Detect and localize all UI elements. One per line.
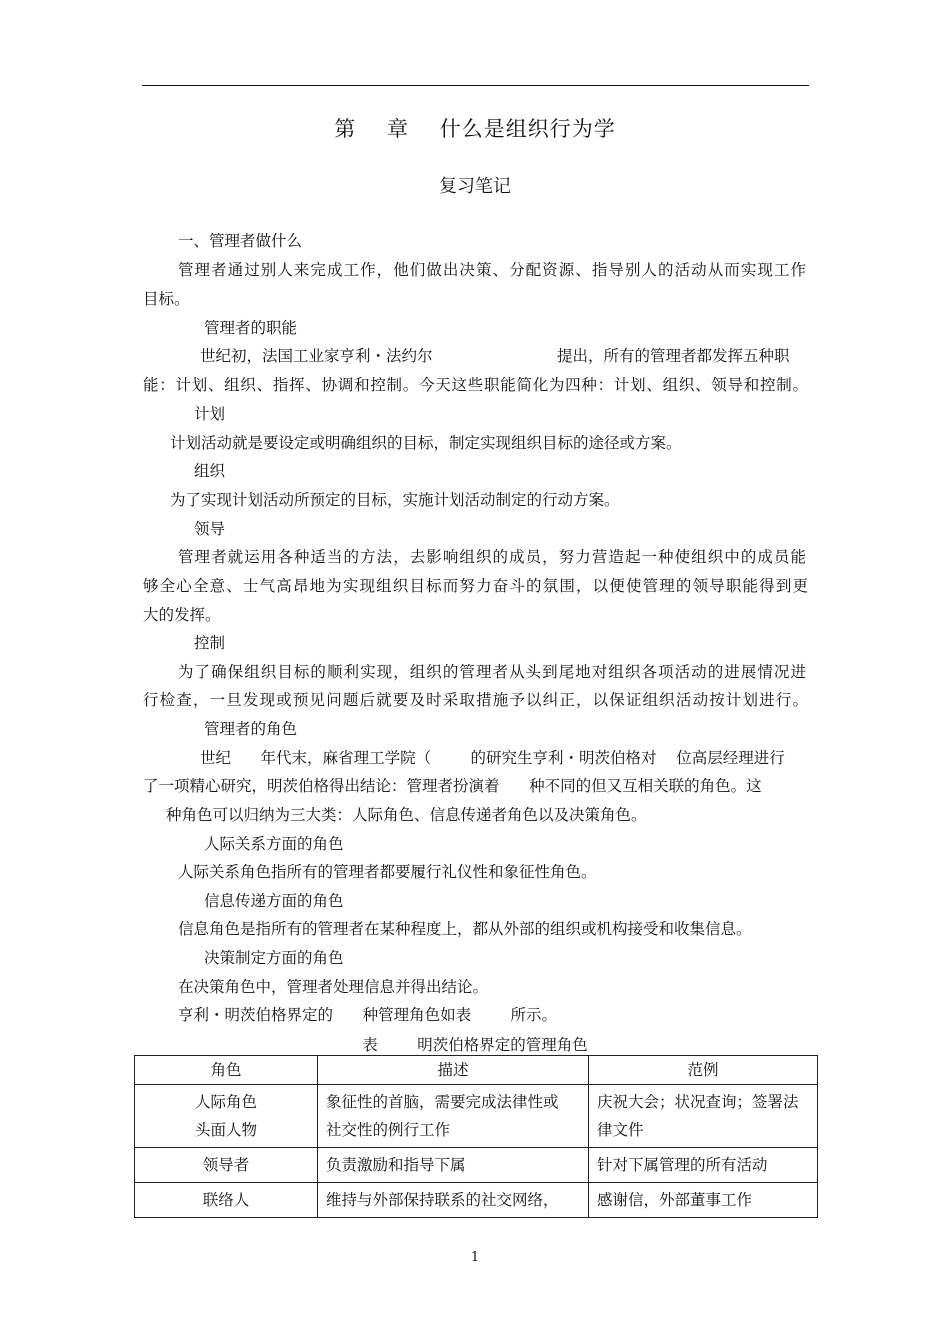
description-cell: 负责激励和指导下属 (318, 1148, 589, 1183)
paragraph-line: 在决策角色中，管理者处理信息并得出结论。 (178, 978, 489, 996)
paragraph-line: 目标。 (143, 290, 190, 308)
cell-text: 庆祝大会；状况查询；签署法 (597, 1093, 799, 1111)
section-subtitle: 复习笔记 (439, 176, 511, 197)
paragraph-line: 能：计划、组织、指挥、协调和控制。今天这些职能简化为四种：计划、组织、领导和控制。 (143, 376, 808, 394)
role-cell (135, 1085, 318, 1148)
paragraph-line: 管理者就运用各种适当的方法，去影响组织的成员，努力营造起一种使组织中的成员能 (178, 548, 806, 566)
plan-heading: 计划 (194, 405, 226, 423)
paragraph-line: 为了确保组织目标的顺利实现，组织的管理者从头到尾地对组织各项活动的进展情况进 (178, 663, 806, 681)
paragraph-line: 世纪 年代末，麻省理工学院（ 的研究生亨利・明茨伯格对 位高层经理进行 (200, 749, 785, 767)
cell-text: 象征性的首脑，需要完成法律性或 (326, 1093, 559, 1111)
example-cell: 针对下属管理的所有活动 (589, 1148, 818, 1183)
paragraph-line: 信息角色是指所有的管理者在某种程度上，都从外部的组织或机构接受和收集信息。 (178, 920, 752, 938)
lead-heading: 领导 (194, 520, 226, 538)
functions-heading: 管理者的职能 (204, 319, 298, 337)
org-heading: 组织 (194, 462, 226, 480)
table-row (135, 1148, 818, 1183)
column-header: 描述 (318, 1056, 589, 1085)
chapter-title: 第 章 什么是组织行为学 (334, 117, 616, 141)
decision-heading: 决策制定方面的角色 (204, 949, 344, 967)
example-cell: 感谢信，外部董事工作 (589, 1183, 818, 1218)
example-cell (589, 1085, 818, 1148)
header-rule (142, 85, 809, 86)
paragraph-line: 人际关系角色指所有的管理者都要履行礼仪性和象征性角色。 (178, 863, 597, 881)
cell-text: 社交性的例行工作 (326, 1121, 451, 1139)
column-header: 范例 (589, 1056, 818, 1085)
cell-text: 人际角色 (194, 1093, 257, 1111)
paragraph-line: 了一项精心研究，明茨伯格得出结论：管理者扮演着 种不同的但又互相关联的角色。这 (143, 777, 762, 795)
role-cell: 领导者 (135, 1148, 318, 1183)
paragraph-line: 够全心全意、士气高昂地为实现组织目标而努力奋斗的氛围，以便使管理的领导职能得到更 (143, 577, 808, 595)
control-heading: 控制 (194, 634, 226, 652)
info-heading: 信息传递方面的角色 (204, 892, 344, 910)
cell-text: 头面人物 (194, 1121, 257, 1139)
cell-text: 律文件 (597, 1121, 644, 1139)
paragraph-line: 管理者通过别人来完成工作，他们做出决策、分配资源、指导别人的活动从而实现工作 (178, 261, 806, 279)
column-header: 角色 (135, 1056, 318, 1085)
roles-table (134, 1055, 818, 1218)
paragraph-line: 计划活动就是要设定或明确组织的目标，制定实现组织目标的途径或方案。 (170, 434, 682, 452)
paragraph-line: 为了实现计划活动所预定的目标，实施计划活动制定的行动方案。 (170, 491, 620, 509)
description-cell: 维持与外部保持联系的社交网络， (318, 1183, 589, 1218)
table-row (135, 1085, 818, 1148)
description-cell (318, 1085, 589, 1148)
paragraph-line: 世纪初，法国工业家亨利・法约尔 (200, 347, 433, 365)
paragraph-line: 种角色可以归纳为三大类：人际角色、信息传递者角色以及决策角色。 (166, 806, 647, 824)
paragraph-line: 行检查，一旦发现或预见问题后就要及时采取措施予以纠正，以保证组织活动按计划进行。 (143, 691, 808, 709)
table-caption: 表 明茨伯格界定的管理角色 (362, 1036, 588, 1054)
section1-heading: 一、管理者做什么 (178, 232, 303, 250)
paragraph-line: 提出，所有的管理者都发挥五种职 (557, 347, 790, 365)
roles-heading: 管理者的角色 (204, 720, 298, 738)
table-header-row (135, 1056, 818, 1085)
page-number: 1 (470, 1250, 480, 1265)
table-intro: 亨利・明茨伯格界定的 种管理角色如表 所示。 (178, 1006, 557, 1024)
table-row (135, 1183, 818, 1218)
interpersonal-heading: 人际关系方面的角色 (204, 835, 344, 853)
role-cell: 联络人 (135, 1183, 318, 1218)
paragraph-line: 大的发挥。 (143, 606, 221, 624)
